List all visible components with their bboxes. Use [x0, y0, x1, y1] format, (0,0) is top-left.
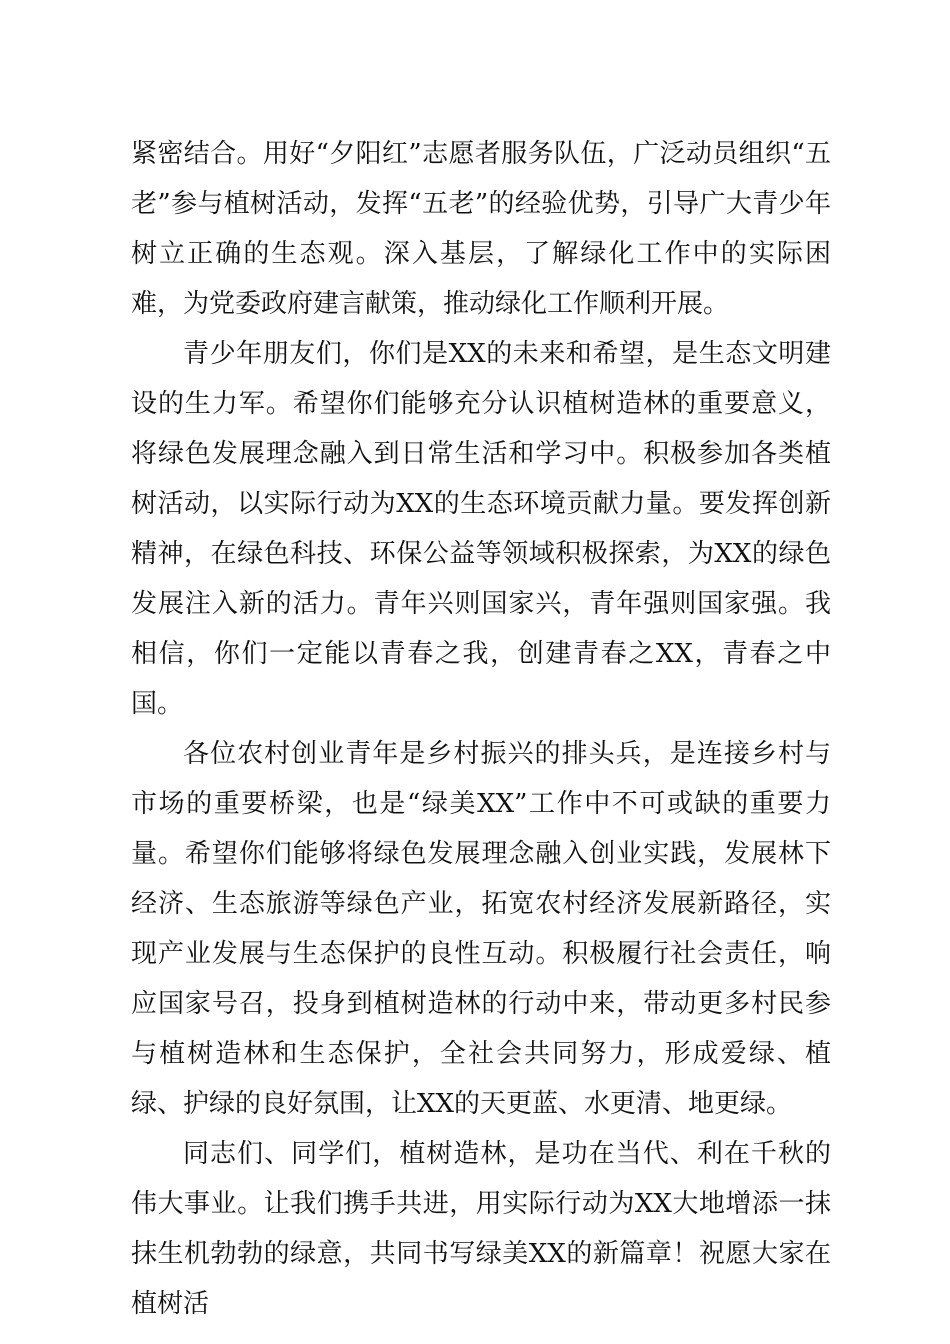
paragraph-closing: 同志们、同学们，植树造林，是功在当代、利在千秋的伟大事业。让我们携手共进，用实际行动为XX大地增添一抹抹生机勃勃的绿意，共同书写绿美XX的新篇章！祝愿大家在植树活	[131, 1139, 831, 1319]
paragraph-continuation: 紧密结合。用好“夕阳红”志愿者服务队伍，广泛动员组织“五老”参与植树活动，发挥“五老”的经验优势，引导广大青少年树立正确的生态观。深入基层，了解绿化工作中的实际困难，为党委政府建言献策，推动绿化工作顺利开展。	[131, 139, 831, 319]
document-body	[131, 129, 831, 1329]
paragraph-rural-entrepreneurs: 各位农村创业青年是乡村振兴的排头兵，是连接乡村与市场的重要桥梁，也是“绿美XX”工作中不可或缺的重要力量。希望你们能够将绿色发展理念融入创业实践，发展林下经济、生态旅游等绿色产业，拓宽农村经济发展新路径，实现产业发展与生态保护的良性互动。积极履行社会责任，响应国家号召，投身到植树造林的行动中来，带动更多村民参与植树造林和生态保护，全社会共同努力，形成爱绿、植绿、护绿的良好氛围，让XX的天更蓝、水更清、地更绿。	[131, 739, 831, 1119]
paragraph-youth: 青少年朋友们，你们是XX的未来和希望，是生态文明建设的生力军。希望你们能够充分认识植树造林的重要意义，将绿色发展理念融入到日常生活和学习中。积极参加各类植树活动，以实际行动为XX的生态环境贡献力量。要发挥创新精神，在绿色科技、环保公益等领域积极探索，为XX的绿色发展注入新的活力。青年兴则国家兴，青年强则国家强。我相信，你们一定能以青春之我，创建青春之XX，青春之中国。	[131, 339, 831, 719]
